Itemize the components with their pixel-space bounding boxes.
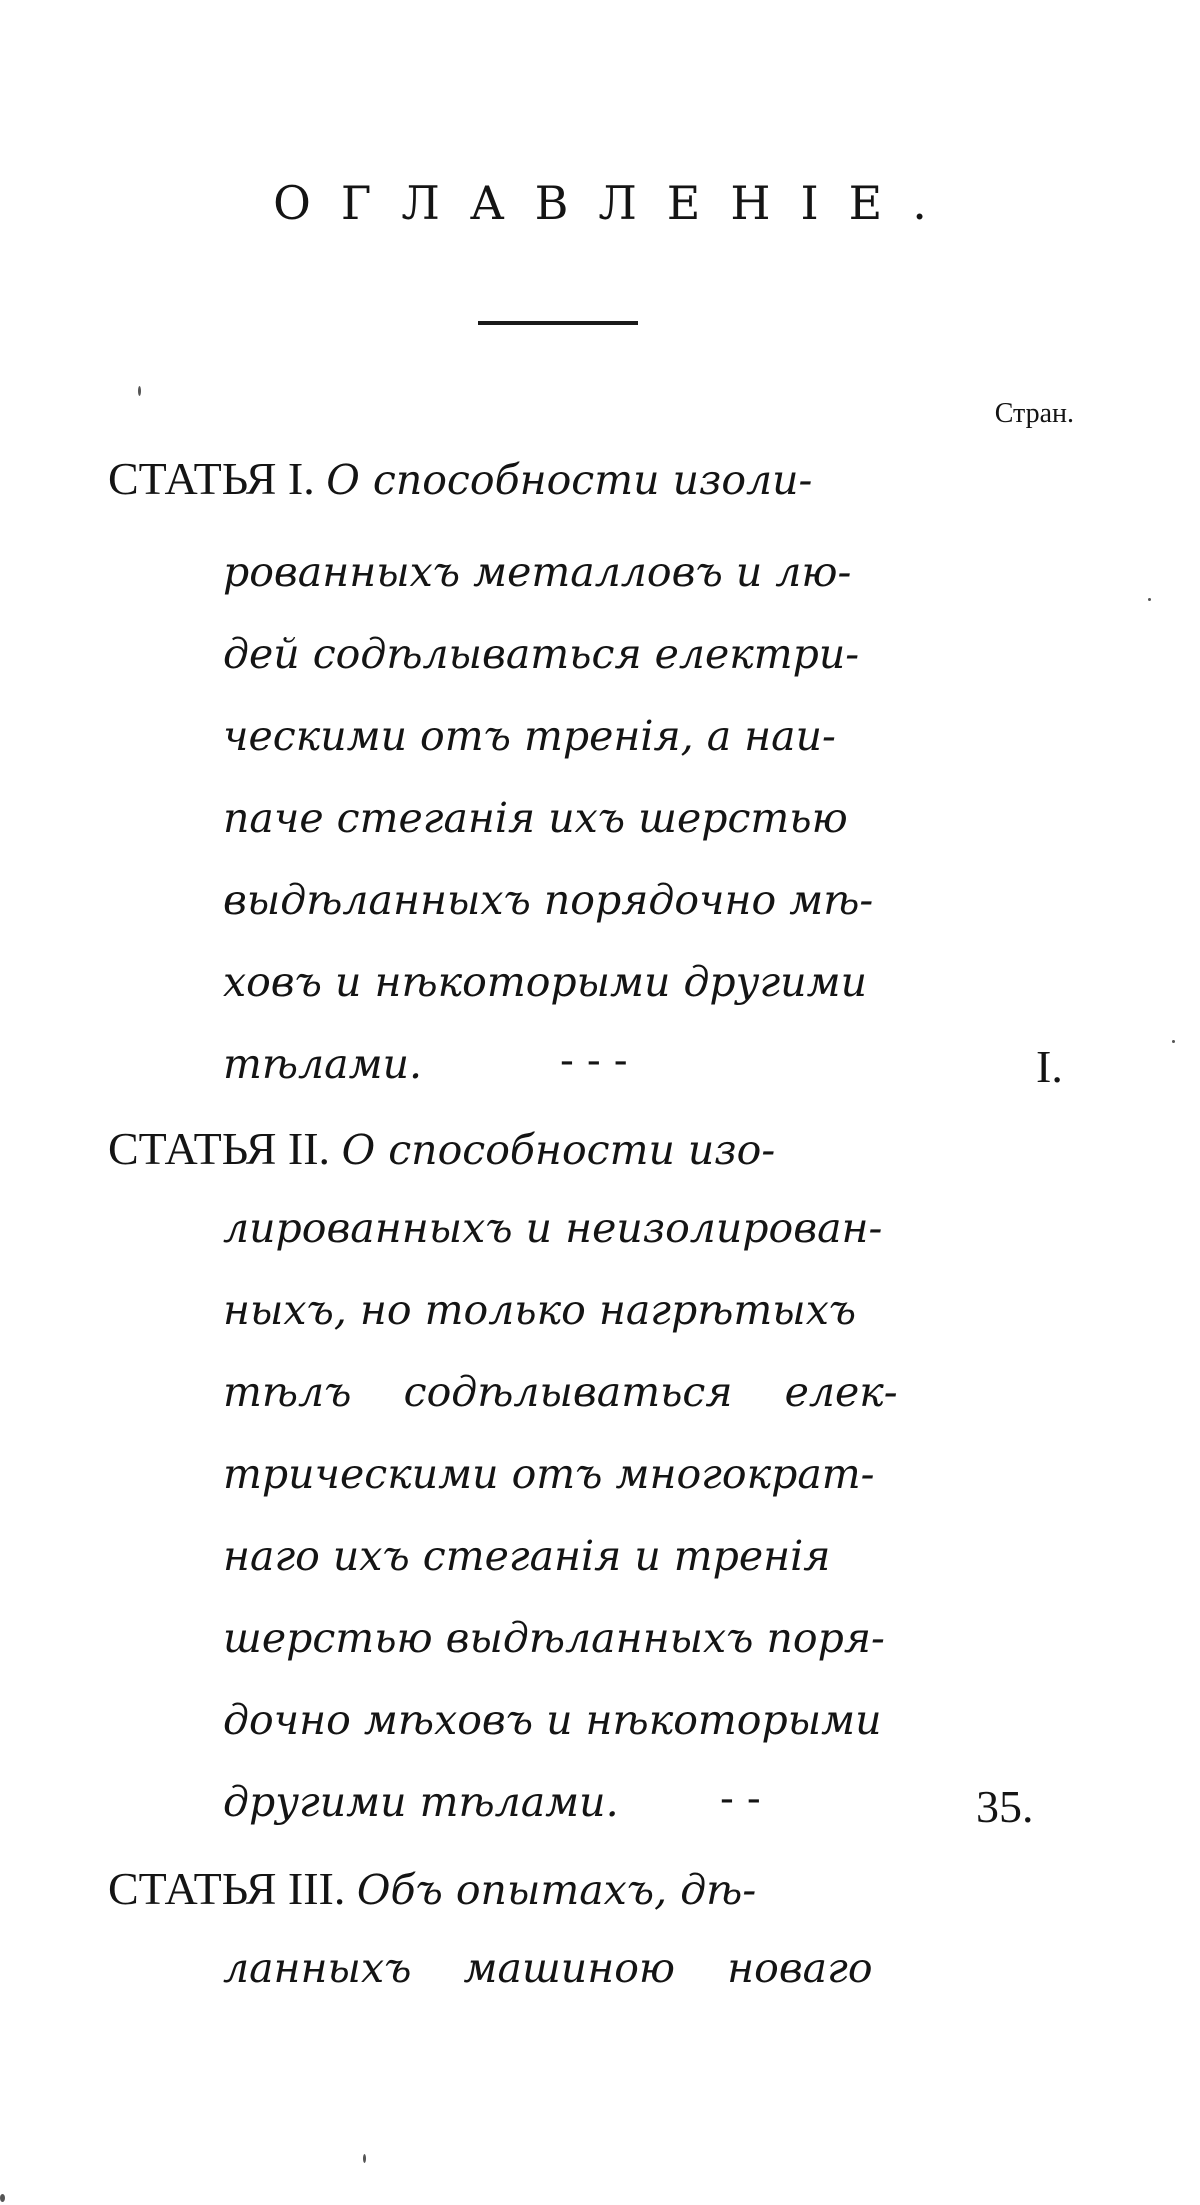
page-number: 35. <box>976 1781 1034 1832</box>
paper-speck <box>138 386 141 396</box>
article-label: СТАТЬЯ II. <box>108 1123 331 1174</box>
toc-line: рованныхъ металловъ и лю- <box>223 548 852 596</box>
toc-line: паче стеганiя ихъ шерстью <box>223 794 848 842</box>
page-number: I. <box>1036 1041 1063 1092</box>
title-rule <box>478 321 638 325</box>
paper-speck <box>0 2194 5 2202</box>
toc-line: трическими отъ многократ- <box>223 1450 875 1498</box>
leader-dots: - - <box>720 1774 761 1822</box>
toc-line: шерстью выдѣланныхъ поря- <box>223 1614 885 1662</box>
toc-line: тѣлами. <box>223 1040 423 1088</box>
toc-entry-lead <box>108 1122 775 1175</box>
article-title-start: О способности изоли- <box>326 456 813 504</box>
page-title: ОГЛАВЛЕНIЕ. <box>273 176 957 230</box>
article-title-start: Объ опытахъ, дѣ- <box>356 1866 757 1914</box>
toc-line: лированныхъ и неизолирован- <box>223 1204 883 1252</box>
toc-line: ныхъ, но только нагрѣтыхъ <box>223 1286 857 1334</box>
article-title-start: О способности изо- <box>341 1126 776 1174</box>
toc-line: другими тѣлами. <box>223 1778 619 1826</box>
paper-speck <box>1172 1040 1175 1043</box>
article-label: СТАТЬЯ I. <box>108 453 315 504</box>
toc-line: ланныхъ машиною новаго <box>223 1944 873 1992</box>
article-label: СТАТЬЯ III. <box>108 1863 346 1914</box>
leader-dots: - - - <box>560 1036 628 1084</box>
page-column-header: Стран. <box>994 398 1074 429</box>
toc-entry-lead <box>108 452 812 505</box>
paper-speck <box>363 2154 366 2163</box>
toc-line: ховъ и нѣкоторыми другими <box>223 958 867 1006</box>
toc-line: дочно мѣховъ и нѣкоторыми <box>223 1696 882 1744</box>
toc-line: тѣлъ содѣлываться елек- <box>223 1368 898 1416</box>
paper-speck <box>1148 598 1151 601</box>
toc-line: наго ихъ стеганiя и тренiя <box>223 1532 831 1580</box>
toc-line: ческими отъ тренiя, а наи- <box>223 712 836 760</box>
toc-line: дей содѣлываться електри- <box>223 630 860 678</box>
toc-entry-lead <box>108 1862 756 1915</box>
toc-line: выдѣланныхъ порядочно мѣ- <box>223 876 874 924</box>
